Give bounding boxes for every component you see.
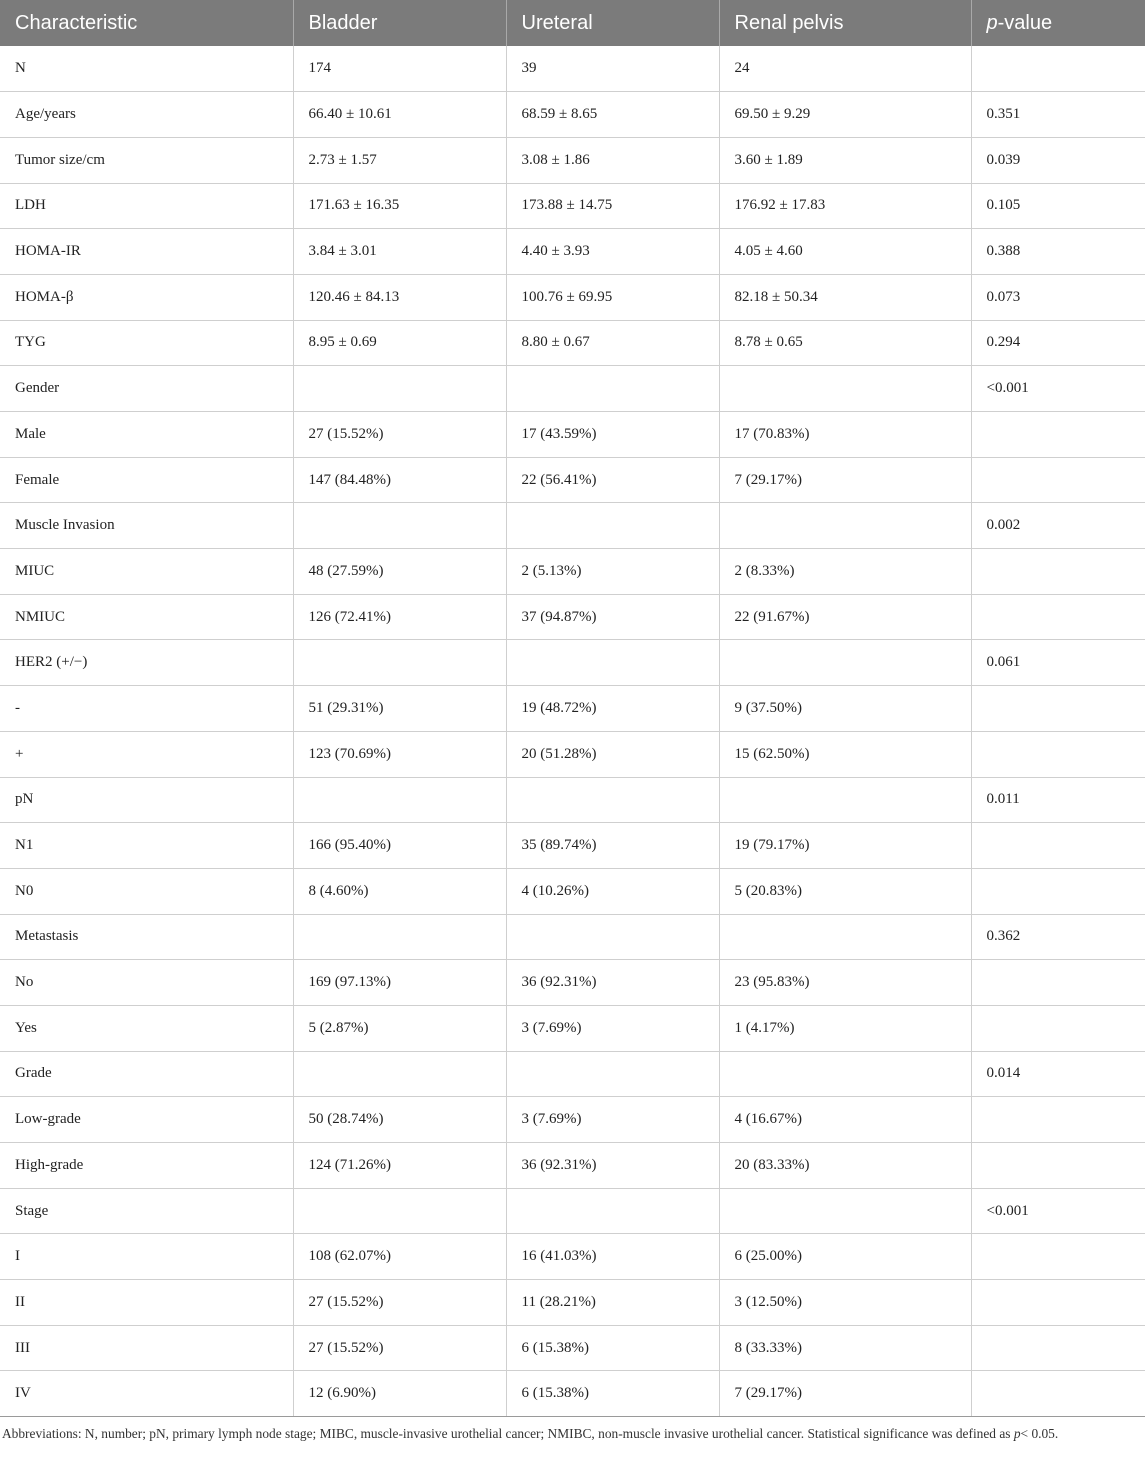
table-row [0,1097,1145,1143]
bladder-cell: 27 (15.52%) [293,1280,506,1326]
table-header [0,0,1145,46]
characteristic-cell: Male [0,412,293,458]
renal-pelvis-cell: 5 (20.83%) [719,868,971,914]
header-p-value [971,0,1145,46]
ureteral-cell: 68.59 ± 8.65 [506,92,719,138]
table-row [0,46,1145,92]
bladder-cell [293,777,506,823]
bladder-cell: 27 (15.52%) [293,1325,506,1371]
p-value-cell [971,731,1145,777]
ureteral-cell [506,914,719,960]
ureteral-cell: 4.40 ± 3.93 [506,229,719,275]
renal-pelvis-cell [719,366,971,412]
ureteral-cell: 2 (5.13%) [506,549,719,595]
p-value-cell [971,686,1145,732]
characteristic-cell: II [0,1280,293,1326]
ureteral-cell: 16 (41.03%) [506,1234,719,1280]
renal-pelvis-cell: 19 (79.17%) [719,823,971,869]
table-row [0,1325,1145,1371]
characteristic-cell: HER2 (+/−) [0,640,293,686]
ureteral-cell [506,366,719,412]
p-value-cell: 0.061 [971,640,1145,686]
table-row [0,640,1145,686]
ureteral-cell: 39 [506,46,719,92]
ureteral-cell: 100.76 ± 69.95 [506,274,719,320]
characteristic-cell: N [0,46,293,92]
p-value-cell: 0.011 [971,777,1145,823]
characteristic-cell: III [0,1325,293,1371]
table-row [0,868,1145,914]
p-value-cell [971,868,1145,914]
p-value-cell: 0.014 [971,1051,1145,1097]
table-row [0,914,1145,960]
p-value-cell [971,46,1145,92]
renal-pelvis-cell: 176.92 ± 17.83 [719,183,971,229]
table-row [0,686,1145,732]
p-value-cell: 0.388 [971,229,1145,275]
renal-pelvis-cell: 69.50 ± 9.29 [719,92,971,138]
header-renal-pelvis: Renal pelvis [719,0,971,46]
ureteral-cell: 3 (7.69%) [506,1005,719,1051]
characteristic-cell: Gender [0,366,293,412]
ureteral-cell: 173.88 ± 14.75 [506,183,719,229]
ureteral-cell: 17 (43.59%) [506,412,719,458]
characteristic-cell: TYG [0,320,293,366]
p-value-cell [971,1234,1145,1280]
characteristic-cell: Age/years [0,92,293,138]
characteristic-cell: Stage [0,1188,293,1234]
p-value-cell [971,1371,1145,1417]
bladder-cell: 174 [293,46,506,92]
header-bladder: Bladder [293,0,506,46]
p-value-cell [971,1097,1145,1143]
ureteral-cell: 3.08 ± 1.86 [506,137,719,183]
ureteral-cell: 22 (56.41%) [506,457,719,503]
header-ureteral: Ureteral [506,0,719,46]
p-value-cell: 0.362 [971,914,1145,960]
bladder-cell: 169 (97.13%) [293,960,506,1006]
characteristic-cell: LDH [0,183,293,229]
characteristic-cell: - [0,686,293,732]
characteristic-cell: I [0,1234,293,1280]
renal-pelvis-cell: 3.60 ± 1.89 [719,137,971,183]
p-value-cell: 0.039 [971,137,1145,183]
table-row [0,1188,1145,1234]
ureteral-cell [506,1051,719,1097]
ureteral-cell: 36 (92.31%) [506,960,719,1006]
characteristic-cell: Metastasis [0,914,293,960]
table-row [0,960,1145,1006]
ureteral-cell: 11 (28.21%) [506,1280,719,1326]
renal-pelvis-cell: 3 (12.50%) [719,1280,971,1326]
ureteral-cell: 6 (15.38%) [506,1325,719,1371]
table-row [0,594,1145,640]
renal-pelvis-cell: 6 (25.00%) [719,1234,971,1280]
renal-pelvis-cell: 4 (16.67%) [719,1097,971,1143]
renal-pelvis-cell [719,1188,971,1234]
bladder-cell: 48 (27.59%) [293,549,506,595]
footnote-p-italic: p [1013,1426,1021,1441]
renal-pelvis-cell: 8 (33.33%) [719,1325,971,1371]
table-row [0,1143,1145,1189]
characteristic-cell: Tumor size/cm [0,137,293,183]
bladder-cell [293,1188,506,1234]
renal-pelvis-cell: 23 (95.83%) [719,960,971,1006]
characteristic-cell: IV [0,1371,293,1417]
bladder-cell [293,503,506,549]
table-row [0,320,1145,366]
header-p-rest: -value [997,11,1053,34]
bladder-cell: 51 (29.31%) [293,686,506,732]
table-row [0,274,1145,320]
ureteral-cell [506,640,719,686]
table-row [0,731,1145,777]
renal-pelvis-cell [719,914,971,960]
ureteral-cell [506,503,719,549]
ureteral-cell [506,1188,719,1234]
p-value-cell: 0.105 [971,183,1145,229]
bladder-cell: 108 (62.07%) [293,1234,506,1280]
ureteral-cell: 6 (15.38%) [506,1371,719,1417]
ureteral-cell: 8.80 ± 0.67 [506,320,719,366]
p-value-cell [971,594,1145,640]
renal-pelvis-cell [719,640,971,686]
bladder-cell: 126 (72.41%) [293,594,506,640]
table-row [0,92,1145,138]
table-row [0,1280,1145,1326]
table-row [0,1005,1145,1051]
bladder-cell: 2.73 ± 1.57 [293,137,506,183]
header-characteristic: Characteristic [0,0,293,46]
p-value-cell: <0.001 [971,1188,1145,1234]
renal-pelvis-cell: 8.78 ± 0.65 [719,320,971,366]
bladder-cell: 171.63 ± 16.35 [293,183,506,229]
ureteral-cell: 37 (94.87%) [506,594,719,640]
table-row [0,503,1145,549]
footnote-text: Abbreviations: N, number; pN, primary lymph node stage; MIBC, muscle-invasive urothelial cancer; NMIBC, non-muscle invasive urothelial cancer. Statistical significance was defined as [2,1426,1014,1441]
ureteral-cell: 19 (48.72%) [506,686,719,732]
table-body [0,46,1145,1417]
renal-pelvis-cell [719,503,971,549]
table-row [0,183,1145,229]
ureteral-cell: 36 (92.31%) [506,1143,719,1189]
table-row [0,366,1145,412]
ureteral-cell [506,777,719,823]
table-footnote [2,1425,1140,1443]
ureteral-cell: 4 (10.26%) [506,868,719,914]
p-value-cell [971,823,1145,869]
characteristic-cell: Female [0,457,293,503]
bladder-cell: 124 (71.26%) [293,1143,506,1189]
characteristic-cell: MIUC [0,549,293,595]
renal-pelvis-cell: 7 (29.17%) [719,1371,971,1417]
p-value-cell [971,1143,1145,1189]
characteristic-cell: NMIUC [0,594,293,640]
bladder-cell: 123 (70.69%) [293,731,506,777]
p-value-cell [971,960,1145,1006]
renal-pelvis-cell: 82.18 ± 50.34 [719,274,971,320]
table-row [0,137,1145,183]
characteristic-cell: Muscle Invasion [0,503,293,549]
characteristic-cell: pN [0,777,293,823]
bladder-cell [293,914,506,960]
renal-pelvis-cell: 4.05 ± 4.60 [719,229,971,275]
renal-pelvis-cell: 20 (83.33%) [719,1143,971,1189]
bladder-cell: 27 (15.52%) [293,412,506,458]
characteristic-cell: Yes [0,1005,293,1051]
bladder-cell: 66.40 ± 10.61 [293,92,506,138]
table-row [0,777,1145,823]
bladder-cell: 8 (4.60%) [293,868,506,914]
renal-pelvis-cell: 1 (4.17%) [719,1005,971,1051]
renal-pelvis-cell: 24 [719,46,971,92]
header-p-italic: p [986,11,998,34]
characteristic-cell: Grade [0,1051,293,1097]
renal-pelvis-cell: 15 (62.50%) [719,731,971,777]
table-row [0,457,1145,503]
renal-pelvis-cell [719,1051,971,1097]
table-row [0,549,1145,595]
p-value-cell [971,549,1145,595]
p-value-cell: 0.294 [971,320,1145,366]
ureteral-cell: 3 (7.69%) [506,1097,719,1143]
p-value-cell: 0.073 [971,274,1145,320]
renal-pelvis-cell: 7 (29.17%) [719,457,971,503]
p-value-cell: 0.002 [971,503,1145,549]
bladder-cell: 8.95 ± 0.69 [293,320,506,366]
table-row [0,1371,1145,1417]
header-row [0,0,1145,46]
p-value-cell [971,457,1145,503]
characteristic-cell: No [0,960,293,1006]
ureteral-cell: 35 (89.74%) [506,823,719,869]
table-row [0,1234,1145,1280]
characteristic-cell: HOMA-β [0,274,293,320]
table-row [0,823,1145,869]
renal-pelvis-cell: 9 (37.50%) [719,686,971,732]
bladder-cell [293,366,506,412]
bladder-cell: 5 (2.87%) [293,1005,506,1051]
p-value-cell: 0.351 [971,92,1145,138]
bladder-cell [293,640,506,686]
footnote-end: < 0.05. [1020,1426,1059,1441]
characteristic-cell: Low-grade [0,1097,293,1143]
renal-pelvis-cell: 22 (91.67%) [719,594,971,640]
bladder-cell [293,1051,506,1097]
characteristic-cell: High-grade [0,1143,293,1189]
renal-pelvis-cell: 2 (8.33%) [719,549,971,595]
bladder-cell: 50 (28.74%) [293,1097,506,1143]
p-value-cell [971,1280,1145,1326]
table-row [0,1051,1145,1097]
bladder-cell: 166 (95.40%) [293,823,506,869]
table-row [0,229,1145,275]
bladder-cell: 120.46 ± 84.13 [293,274,506,320]
characteristic-cell: HOMA-IR [0,229,293,275]
characteristic-cell: + [0,731,293,777]
bladder-cell: 3.84 ± 3.01 [293,229,506,275]
renal-pelvis-cell: 17 (70.83%) [719,412,971,458]
ureteral-cell: 20 (51.28%) [506,731,719,777]
table-row [0,412,1145,458]
p-value-cell: <0.001 [971,366,1145,412]
characteristic-cell: N0 [0,868,293,914]
bladder-cell: 147 (84.48%) [293,457,506,503]
p-value-cell [971,1325,1145,1371]
p-value-cell [971,412,1145,458]
characteristic-cell: N1 [0,823,293,869]
bladder-cell: 12 (6.90%) [293,1371,506,1417]
p-value-cell [971,1005,1145,1051]
renal-pelvis-cell [719,777,971,823]
